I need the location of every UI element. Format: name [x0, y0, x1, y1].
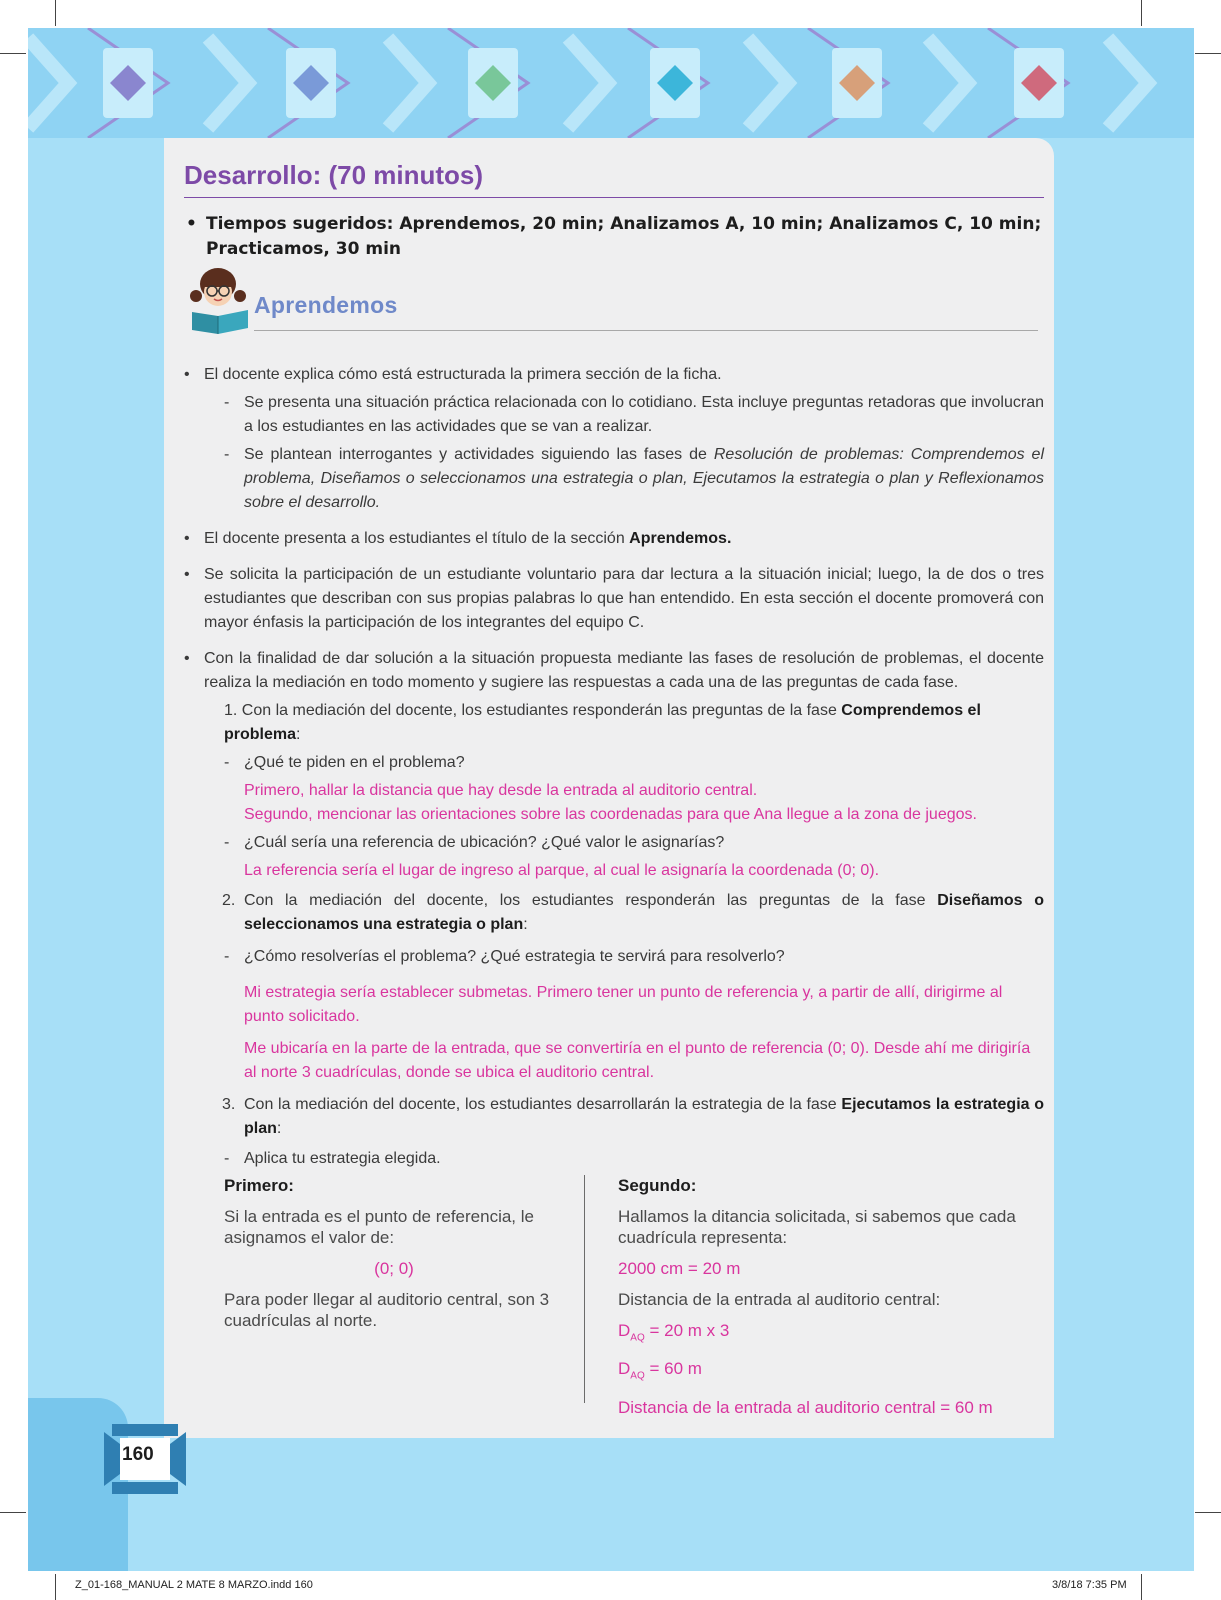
girl-reading-icon [186, 266, 254, 336]
column-text: Para poder llegar al auditorio central, son 3 cuadrículas al norte. [224, 1290, 550, 1330]
paragraph: Se presenta una situación práctica relacionada con lo cotidiano. Esta incluye preguntas retadoras que involucran a los estudiantes en las actividades que se van a realizar. [244, 394, 1044, 435]
footer-file: Z_01-168_MANUAL 2 MATE 8 MARZO.indd 160 [75, 1579, 313, 1591]
answer [204, 859, 1044, 883]
page-number-badge [104, 1424, 186, 1494]
equation-rest: = 20 m x 3 [644, 1321, 730, 1340]
dash-marker: - [224, 394, 230, 411]
equation [618, 1358, 1028, 1386]
list-item [184, 527, 1044, 551]
crop-mark [0, 53, 26, 54]
bold-text: Diseñamos o seleccionamos una estrategia o plan [244, 892, 1044, 933]
variable-subscript: AQ [630, 1332, 645, 1344]
answer-text: Mi estrategia sería establecer submetas. Primero tener un punto de referencia y, a partir de allí, dirigirme al punto solicitado. [244, 984, 1003, 1025]
question-text: ¿Cómo resolverías el problema? ¿Qué estrategia te servirá para resolverlo? [244, 948, 785, 965]
section-body [184, 363, 1044, 1415]
sub-item [204, 391, 1044, 439]
decorative-banner [28, 28, 1194, 138]
dash-marker: - [224, 948, 230, 965]
dash-marker: - [224, 1150, 230, 1167]
crop-mark [55, 1574, 56, 1600]
equation [618, 1320, 1028, 1348]
suggested-times-text: Tiempos sugeridos: Aprendemos, 20 min; Analizamos A, 10 min; Analizamos C, 10 min; Practicamos, 30 min [206, 214, 1042, 259]
footer-date: 3/8/18 7:35 PM [1052, 1579, 1127, 1591]
column-heading: Segundo: [618, 1176, 697, 1195]
list-item [184, 647, 1044, 1171]
variable: D [618, 1321, 631, 1340]
paragraph: Con la mediación del docente, los estudiantes desarrollarán la estrategia de la fase [244, 1096, 842, 1113]
section-divider [254, 330, 1038, 331]
column-text: Si la entrada es el punto de referencia, le asignamos el valor de: [224, 1207, 534, 1247]
paragraph: 1. Con la mediación del docente, los estudiantes responderán las preguntas de la fase [224, 702, 842, 719]
answer [204, 981, 1044, 1085]
crop-mark [1141, 0, 1142, 26]
bullet: • [186, 214, 197, 234]
page-title: Desarrollo: (70 minutos) [184, 160, 1044, 198]
paragraph: Se solicita la participación de un estudiante voluntario para dar lectura a la situación inicial; luego, la de dos o tres estudiantes que describan con sus propias palabras lo que han entendido. En esta sección el docente promoverá con mayor énfasis la participación de los integrantes del equipo C. [204, 566, 1044, 631]
solution-columns [224, 1175, 1044, 1415]
phases-italic: Resolución de problemas: Comprendemos el problema, Diseñamos o seleccionamos una estrategia o plan, Ejecutamos la estrategia o plan y Reflexionamos sobre el desarrollo. [244, 446, 1044, 511]
bold-text: Comprendemos el problema [224, 702, 981, 743]
reference-value: (0; 0) [374, 1259, 414, 1278]
paragraph: • El docente explica cómo está estructurada la primera sección de la ficha. [204, 366, 722, 383]
column-first [224, 1175, 564, 1341]
bold-text: Ejecutamos la estrategia o plan [244, 1096, 1044, 1137]
dash-marker: - [224, 834, 230, 851]
paragraph: • Con la finalidad de dar solución a la situación propuesta mediante las fases de resolución de problemas, el docente realiza la mediación en todo momento y sugiere las respuestas a cada una de las preguntas de cada fase. [204, 650, 1044, 691]
variable-subscript: AQ [630, 1370, 645, 1382]
dash-marker: - [224, 754, 230, 771]
section-title: Aprendemos [254, 292, 398, 318]
content-panel [164, 138, 1054, 1438]
column-text: Distancia de la entrada al auditorio central: [618, 1290, 941, 1309]
suggested-times [184, 212, 1044, 262]
answer-text: La referencia sería el lugar de ingreso al parque, al cual le asignaría la coordenada (0; 0). [244, 862, 880, 879]
paragraph: Con la mediación del docente, los estudiantes responderán las preguntas de la fase [244, 892, 938, 909]
crop-mark [1195, 53, 1221, 54]
answer-text: Me ubicaría en la parte de la entrada, que se convertiría en el punto de referencia (0; 0). Desde ahí me dirigiría al norte 3 cuadrículas, donde se ubica el auditorio central. [244, 1040, 1031, 1081]
crop-mark [55, 0, 56, 26]
answer [204, 779, 1044, 827]
crop-mark [1195, 1512, 1221, 1513]
variable: D [618, 1359, 631, 1379]
question [204, 1147, 1044, 1171]
question-text: ¿Qué te piden en el problema? [244, 754, 465, 771]
list-item [184, 563, 1044, 635]
question [204, 945, 1044, 969]
crop-mark [1141, 1574, 1142, 1600]
punctuation: : [276, 1120, 282, 1137]
answer-text: Primero, hallar la distancia que hay desde la entrada al auditorio central. [244, 782, 758, 799]
question-text: Aplica tu estrategia elegida. [244, 1150, 441, 1167]
result: Distancia de la entrada al auditorio central = 60 m [618, 1397, 993, 1417]
punctuation: : [296, 726, 301, 743]
step-1 [204, 699, 1044, 747]
step-number: 2. [222, 892, 236, 909]
answer-text: Segundo, mencionar las orientaciones sobre las coordenadas para que Ana llegue a la zona de juegos. [244, 806, 977, 823]
equation-rest: = 60 m [644, 1359, 702, 1379]
equation: 2000 cm = 20 m [618, 1259, 741, 1278]
column-heading: Primero: [224, 1176, 294, 1195]
page-sheet [28, 28, 1194, 1571]
step-2 [204, 889, 1044, 937]
page-number: 160 [122, 1444, 154, 1465]
paragraph: El docente presenta a los estudiantes el título de la sección [204, 530, 630, 547]
question-text: ¿Cuál sería una referencia de ubicación? ¿Qué valor le asignarías? [244, 834, 725, 851]
column-second [618, 1175, 1028, 1428]
column-text: Hallamos la ditancia solicitada, si sabemos que cada cuadrícula representa: [618, 1207, 1016, 1247]
list-item [184, 363, 1044, 515]
column-divider [584, 1175, 585, 1403]
question [204, 751, 1044, 775]
dash-marker: - [224, 446, 230, 463]
step-3 [204, 1093, 1044, 1141]
paragraph: Se plantean interrogantes y actividades siguiendo las fases de [244, 446, 714, 463]
question [204, 831, 1044, 855]
bold-text: Aprendemos. [629, 530, 732, 547]
step-number: 3. [222, 1096, 236, 1113]
crop-mark [0, 1512, 26, 1513]
sub-item [204, 443, 1044, 515]
section-header [184, 266, 1044, 340]
punctuation: : [523, 916, 528, 933]
